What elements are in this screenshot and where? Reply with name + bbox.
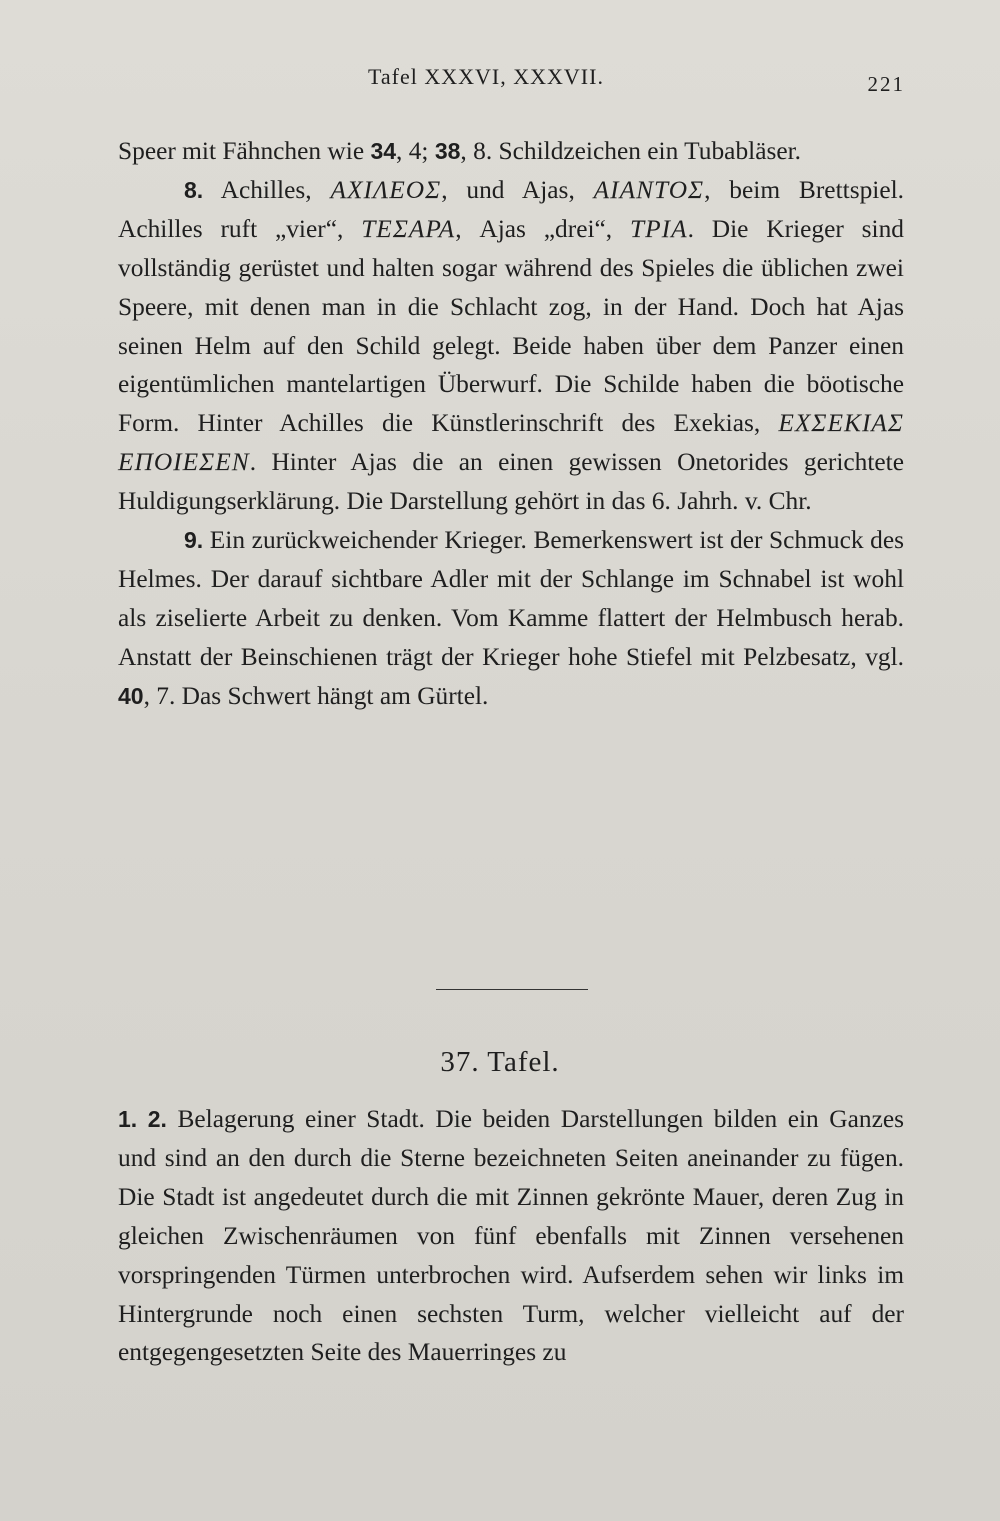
greek-inscription: ΑΧΙΛΕΟΣ [330,175,442,204]
text-run: , beim Brettspiel. Achilles ruft „vier“, [118,175,904,243]
page-number: 221 [867,72,905,96]
text-run: Speer mit Fähnchen wie [118,137,371,165]
text-run: . Hinter Ajas die an einen gewissen Onetorides gerichtete Huldigungserklärung. Die Darstellung gehört in das 6. Jahrh. v. Chr. [118,448,904,516]
text-run: , 8. Schildzeichen ein Tubabläser. [460,137,802,165]
paragraph-1-2-belagerung [118,1100,904,1372]
greek-inscription: ΕΧΣΕΚΙΑΣ ΕΠΟΙΕΣΕΝ [118,409,904,477]
section-divider [436,989,588,990]
text-run: , und Ajas, [441,175,594,204]
section-title: 37. Tafel. [440,1046,560,1078]
text-run: Ein zurückweichender Krieger. Bemerkenswert ist der Schmuck des Helmes. Der darauf sichtbare Adler mit der Schlange im Schnabel ist wohl als ziselierte Arbeit zu denken. Vom Kamme flattert der Helmbusch herab. Anstatt der Beinschienen trägt der Krieger hohe Stiefel mit Pelzbesatz, vgl. [118,526,904,671]
text-run: , Ajas „drei“, [455,214,630,243]
item-number: 9. [184,527,204,554]
text-run: Achilles, [203,175,331,204]
plate-37-text [118,1100,904,1372]
running-title: Tafel XXXVI, XXXVII. [368,64,604,89]
item-number: 1. 2. [118,1106,167,1132]
greek-inscription: ΑΙΑΝΤΟΣ [593,175,705,204]
plate-reference: 38 [434,138,461,164]
text-run: , 4; [396,137,435,165]
greek-inscription: ΤΡΙΑ [629,214,688,243]
plate-reference: 40 [118,682,144,709]
paragraph-9-krieger [118,521,904,716]
paragraph-8-achilles-ajas [118,171,904,521]
page-header [120,64,905,94]
item-number: 8. [184,176,204,203]
paragraph-speer [118,132,904,171]
text-run: Belagerung einer Stadt. Die beiden Darstellungen bilden ein Ganzes und sind an den durch die Sterne bezeichneten Seiten aneinander zu fügen. Die Stadt ist angedeutet durch die mit Zinnen gekrönte Mauer, deren Zug in gleichen Zwischenräumen von fünf ebenfalls mit Zinnen versehenen vorspringenden Türmen unterbrochen wird. Aufserdem sehen wir links im Hintergrunde noch einen sechsten Turm, welcher vielleicht auf der entgegengesetzten Seite des Mauerringes zu [118,1105,904,1367]
greek-inscription: ΤΕΣΑΡΑ [361,214,456,243]
text-run: . Die Krieger sind vollständig gerüstet und halten sogar während des Spieles die üblichen zwei Speere, mit denen man in die Schlacht zog, in der Hand. Doch hat Ajas seinen Helm auf den Schild gelegt. Beide haben über dem Panzer einen eigentümlichen mantelartigen Überwurf. Die Schilde haben die böotische Form. Hinter Achilles die Künstlerinschrift des Exekias, [118,214,905,438]
plate-reference: 34 [370,138,397,164]
plate-36-text [118,132,904,716]
text-run: , 7. Das Schwert hängt am Gürtel. [143,681,489,710]
